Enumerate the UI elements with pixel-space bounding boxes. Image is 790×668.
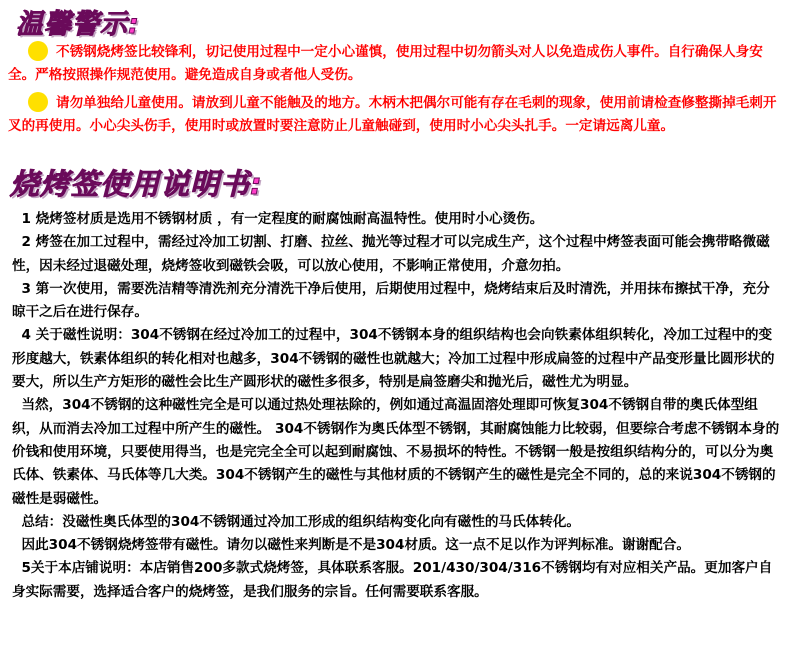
warning-item-text: 不锈钢烧烤签比较锋利，切记使用过程中一定小心谨慎，使用过程中切勿箭头对人以免造成伤人事件。自行确保人身安全。严格按照操作规范使用。避免造成自身或者他人受伤。 (8, 44, 763, 83)
manual-body (12, 208, 782, 604)
manual-paragraph-6: 因此304不锈钢烧烤签带有磁性。请勿以磁性来判断是不是304材质。这一点不足以作为评判标准。谢谢配合。 (12, 537, 690, 554)
manual-summary: 总结：没磁性奥氏体型的304不锈钢通过冷加工形成的组织结构变化向有磁性的马氏体转化。 (12, 513, 580, 530)
warning-item-text: 请勿单独给儿童使用。请放到儿童不能触及的地方。木柄木把偶尔可能有存在毛刺的现象，使用前请检查修整撕掉毛刺开叉的再使用。小心尖头伤手，使用时或放置时要注意防止儿童触碰到，使用时小心尖头扎手。一定请远离儿童。 (8, 95, 777, 134)
warning-title: 温馨警示: (16, 9, 140, 40)
bullet-dot-icon (28, 41, 48, 61)
warning-item (8, 92, 778, 138)
manual-paragraph-3: 3 第一次使用，需要洗洁精等清洗剂充分清洗干净后使用，后期使用过程中，烧烤结束后及时清洗，并用抹布擦拭干净，充分晾干之后在进行保存。 (12, 280, 770, 321)
manual-paragraph-4: 4 关于磁性说明：304不锈钢在经过冷加工的过程中，304不锈钢本身的组织结构也会向铁素体组织转化，冷加工过程中的变形度越大，铁素体组织的转化相对也越多，304不锈钢的磁性也就越大；冷加工过程中形成扁签的过程中产品变形量比圆形状的要大，所以生产方矩形的磁性会比生产圆形状的磁性多很多，特别是扁签磨尖和抛光后，磁性尤为明显。 (12, 327, 775, 391)
warning-item (8, 41, 778, 87)
manual-paragraph-5: 当然，304不锈钢的这种磁性完全是可以通过热处理祛除的，例如通过高温固溶处理即可恢复304不锈钢自带的奥氏体型组织，从而消去冷加工过程中所产生的磁性。 304不锈钢作为奥氏体型不锈钢，其耐腐蚀能力比较弱，但要综合考虑不锈钢本身的价钱和使用环境，只要使用得当，也是完完全全可以起到耐腐蚀、不易损坏的特性。不锈钢一般是按组织结构分的，可以分为奥氏体、铁素体、马氏体等几大类。304不锈钢产生的磁性与其他材质的不锈钢产生的磁性是完全不同的，总的来说304不锈钢的磁性是弱磁性。 (12, 397, 780, 507)
manual-paragraph-7: 5关于本店铺说明：本店销售200多款式烧烤签，具体联系客服。201/430/304/316不锈钢均有对应相关产品。更加客户自身实际需要，选择适合客户的烧烤签，是我们服务的宗旨。任何需要联系客服。 (12, 560, 773, 600)
manual-paragraph-1: 1 烧烤签材质是选用不锈钢材质 ，有一定程度的耐腐蚀耐高温特性。使用时小心烫伤。 (12, 211, 544, 227)
bullet-dot-icon (28, 92, 48, 112)
manual-paragraph-2: 2 烤签在加工过程中，需经过冷加工切割、打磨、拉丝、抛光等过程才可以完成生产，这个过程中烤签表面可能会携带略微磁性，因未经过退磁处理，烧烤签收到磁铁会吸，可以放心使用，不影响正常使用，介意勿拍。 (12, 234, 770, 274)
manual-title: 烧烤签使用说明书: (10, 167, 263, 201)
